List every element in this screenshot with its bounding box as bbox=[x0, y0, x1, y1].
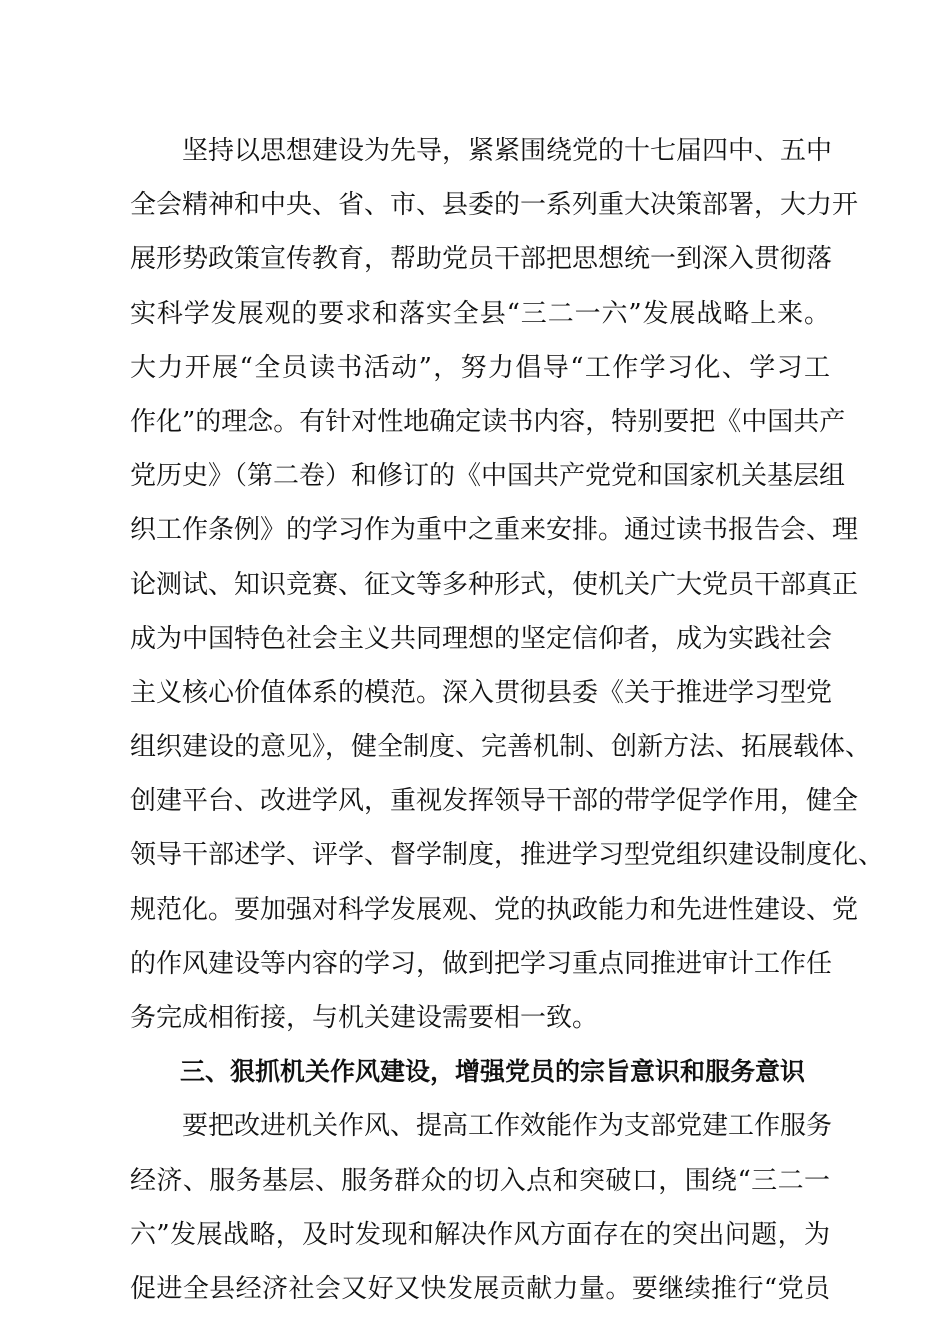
paragraph-line: 促进全县经济社会又好又快发展贡献力量。要继续推行“党员 bbox=[130, 1273, 830, 1304]
paragraph-line: 的作风建设等内容的学习，做到把学习重点同推进审计工作任 bbox=[130, 948, 833, 979]
paragraph-line: 党历史》（第二卷）和修订的《中国共产党党和国家机关基层组 bbox=[130, 461, 846, 492]
document-body bbox=[130, 124, 885, 1316]
paragraph-line: 实科学发展观的要求和落实全县“三二一六”发展战略上来。 bbox=[130, 298, 830, 329]
paragraph-line: 成为中国特色社会主义共同理想的坚定信仰者，成为实践社会 bbox=[130, 623, 833, 654]
paragraph-line: 主义核心价值体系的模范。深入贯彻县委《关于推进学习型党 bbox=[130, 677, 833, 708]
paragraph-line: 大力开展“全员读书活动”，努力倡导“工作学习化、学习工 bbox=[130, 352, 830, 383]
paragraph-line: 领导干部述学、评学、督学制度，推进学习型党组织建设制度化、 bbox=[130, 840, 885, 871]
paragraph-line: 织工作条例》的学习作为重中之重来安排。通过读书报告会、理 bbox=[130, 515, 859, 546]
paragraph-line: 展形势政策宣传教育，帮助党员干部把思想统一到深入贯彻落 bbox=[130, 244, 833, 275]
paragraph-line: 组织建设的意见》，健全制度、完善机制、创新方法、拓展载体、 bbox=[130, 732, 872, 763]
paragraph-line: 论测试、知识竞赛、征文等多种形式，使机关广大党员干部真正 bbox=[130, 569, 859, 600]
paragraph-line: 作化”的理念。有针对性地确定读书内容，特别要把《中国共产 bbox=[130, 406, 846, 437]
section-heading: 三、狠抓机关作风建设，增强党员的宗旨意识和服务意识 bbox=[180, 1057, 806, 1087]
paragraph-line: 坚持以思想建设为先导，紧紧围绕党的十七届四中、五中 bbox=[182, 136, 833, 166]
paragraph-line: 务完成相衔接，与机关建设需要相一致。 bbox=[130, 1003, 599, 1033]
paragraph-line: 经济、服务基层、服务群众的切入点和突破口，围绕“三二一 bbox=[130, 1165, 830, 1196]
paragraph-line: 创建平台、改进学风，重视发挥领导干部的带学促学作用，健全 bbox=[130, 786, 859, 817]
paragraph-line: 六”发展战略，及时发现和解决作风方面存在的突出问题，为 bbox=[130, 1219, 830, 1250]
paragraph-line: 规范化。要加强对科学发展观、党的执政能力和先进性建设、党 bbox=[130, 894, 859, 925]
paragraph-line: 全会精神和中央、省、市、县委的一系列重大决策部署，大力开 bbox=[130, 190, 859, 221]
paragraph-line: 要把改进机关作风、提高工作效能作为支部党建工作服务 bbox=[182, 1111, 833, 1142]
